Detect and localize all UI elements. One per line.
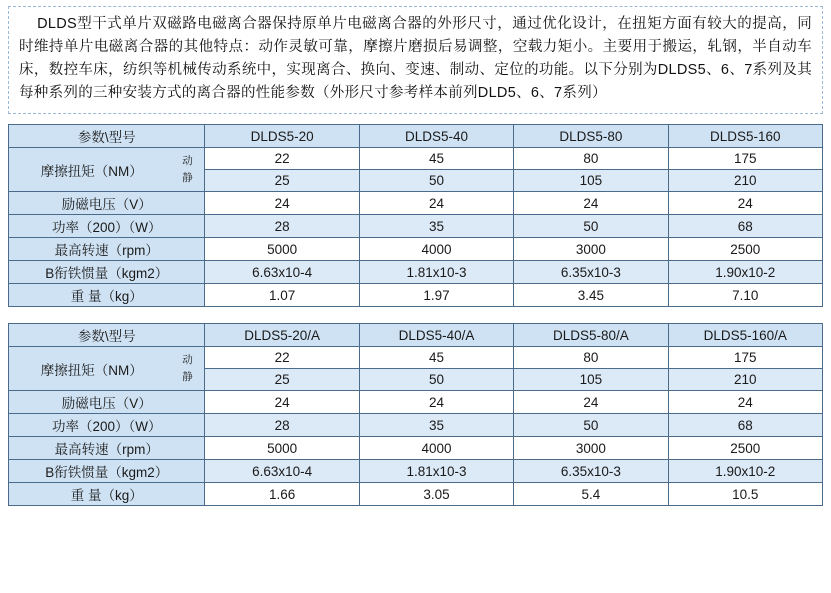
spec-table-dlds5-standard bbox=[8, 124, 823, 307]
document-page bbox=[0, 6, 831, 593]
cell-value: 1.81x10-3 bbox=[359, 460, 513, 483]
cell-value: 24 bbox=[359, 192, 513, 215]
row-label: 重 量（kg） bbox=[9, 284, 205, 307]
cell-value: 24 bbox=[359, 391, 513, 414]
cell-value: 22 bbox=[205, 347, 359, 369]
cell-value: 1.90x10-2 bbox=[668, 261, 822, 284]
cell-value: 50 bbox=[359, 170, 513, 192]
row-label: 最高转速（rpm） bbox=[9, 437, 205, 460]
cell-value: 175 bbox=[668, 347, 822, 369]
row-label: B衔铁惯量（kgm2） bbox=[9, 460, 205, 483]
header-param-model: 参数\型号 bbox=[9, 125, 205, 148]
row-label: 功率（200）（W） bbox=[9, 215, 205, 238]
cell-value: 1.97 bbox=[359, 284, 513, 307]
header-model-2: DLDS5-40/A bbox=[359, 324, 513, 347]
cell-value: 24 bbox=[668, 192, 822, 215]
header-model-1: DLDS5-20 bbox=[205, 125, 359, 148]
cell-value: 2500 bbox=[668, 238, 822, 261]
table-row bbox=[9, 391, 823, 414]
row-label: B衔铁惯量（kgm2） bbox=[9, 261, 205, 284]
cell-value: 105 bbox=[514, 170, 668, 192]
cell-value: 35 bbox=[359, 215, 513, 238]
table-row bbox=[9, 261, 823, 284]
row-label: 功率（200）（W） bbox=[9, 414, 205, 437]
table-row bbox=[9, 192, 823, 215]
torque-sub-dynamic: 动 bbox=[182, 353, 193, 366]
cell-value: 2500 bbox=[668, 437, 822, 460]
cell-value: 4000 bbox=[359, 437, 513, 460]
table-row bbox=[9, 437, 823, 460]
cell-value: 6.35x10-3 bbox=[514, 460, 668, 483]
torque-sub-units bbox=[172, 152, 202, 188]
row-label-torque bbox=[9, 347, 205, 391]
cell-value: 4000 bbox=[359, 238, 513, 261]
cell-value: 1.66 bbox=[205, 483, 359, 506]
cell-value: 68 bbox=[668, 215, 822, 238]
header-param-model: 参数\型号 bbox=[9, 324, 205, 347]
cell-value: 45 bbox=[359, 148, 513, 170]
cell-value: 80 bbox=[514, 148, 668, 170]
cell-value: 210 bbox=[668, 369, 822, 391]
intro-paragraph: DLDS型干式单片双磁路电磁离合器保持原单片电磁离合器的外形尺寸，通过优化设计，在扭矩方面有较大的提高，同时维持单片电磁离合器的其他特点：动作灵敏可靠，摩擦片磨损后易调整，空载力矩小。主要用于搬运，轧钢，半自动车床，数控车床，纺织等机械传动系统中，实现离合、换向、变速、制动、定位的功能。以下分别为DLDS5、6、7系列及其每种系列的三种安装方式的离合器的性能参数（外形尺寸参考样本前列DLD5、6、7系列） bbox=[19, 16, 812, 101]
header-model-3: DLDS5-80/A bbox=[514, 324, 668, 347]
cell-value: 28 bbox=[205, 215, 359, 238]
cell-value: 50 bbox=[359, 369, 513, 391]
cell-value: 3.05 bbox=[359, 483, 513, 506]
cell-value: 6.63x10-4 bbox=[205, 460, 359, 483]
header-model-4: DLDS5-160/A bbox=[668, 324, 822, 347]
cell-value: 35 bbox=[359, 414, 513, 437]
cell-value: 1.07 bbox=[205, 284, 359, 307]
row-label: 最高转速（rpm） bbox=[9, 238, 205, 261]
cell-value: 5.4 bbox=[514, 483, 668, 506]
cell-value: 3000 bbox=[514, 238, 668, 261]
cell-value: 1.90x10-2 bbox=[668, 460, 822, 483]
cell-value: 5000 bbox=[205, 437, 359, 460]
cell-value: 6.63x10-4 bbox=[205, 261, 359, 284]
intro-box bbox=[8, 6, 823, 114]
cell-value: 24 bbox=[514, 192, 668, 215]
torque-sub-dynamic: 动 bbox=[182, 154, 193, 167]
cell-value: 68 bbox=[668, 414, 822, 437]
cell-value: 24 bbox=[668, 391, 822, 414]
cell-value: 24 bbox=[205, 391, 359, 414]
spec-table-1-wrapper bbox=[8, 124, 823, 307]
spec-table-dlds5-a-type bbox=[8, 323, 823, 506]
cell-value: 28 bbox=[205, 414, 359, 437]
row-label: 励磁电压（V） bbox=[9, 391, 205, 414]
cell-value: 25 bbox=[205, 170, 359, 192]
cell-value: 24 bbox=[205, 192, 359, 215]
cell-value: 7.10 bbox=[668, 284, 822, 307]
table-row bbox=[9, 148, 823, 170]
cell-value: 175 bbox=[668, 148, 822, 170]
cell-value: 50 bbox=[514, 215, 668, 238]
table-row bbox=[9, 483, 823, 506]
row-label: 重 量（kg） bbox=[9, 483, 205, 506]
torque-sub-static: 静 bbox=[182, 171, 193, 184]
cell-value: 10.5 bbox=[668, 483, 822, 506]
cell-value: 80 bbox=[514, 347, 668, 369]
table-row bbox=[9, 414, 823, 437]
cell-value: 210 bbox=[668, 170, 822, 192]
cell-value: 3.45 bbox=[514, 284, 668, 307]
cell-value: 6.35x10-3 bbox=[514, 261, 668, 284]
header-model-3: DLDS5-80 bbox=[514, 125, 668, 148]
torque-label-text: 摩擦扭矩（NM） bbox=[11, 152, 172, 188]
table-row bbox=[9, 460, 823, 483]
spec-table-2-wrapper bbox=[8, 323, 823, 506]
cell-value: 105 bbox=[514, 369, 668, 391]
table-row bbox=[9, 347, 823, 369]
header-model-2: DLDS5-40 bbox=[359, 125, 513, 148]
cell-value: 22 bbox=[205, 148, 359, 170]
cell-value: 50 bbox=[514, 414, 668, 437]
table-row bbox=[9, 215, 823, 238]
cell-value: 5000 bbox=[205, 238, 359, 261]
torque-sub-units bbox=[172, 351, 202, 387]
cell-value: 24 bbox=[514, 391, 668, 414]
header-model-1: DLDS5-20/A bbox=[205, 324, 359, 347]
table-row-header bbox=[9, 125, 823, 148]
cell-value: 1.81x10-3 bbox=[359, 261, 513, 284]
header-model-4: DLDS5-160 bbox=[668, 125, 822, 148]
torque-label-text: 摩擦扭矩（NM） bbox=[11, 351, 172, 387]
cell-value: 25 bbox=[205, 369, 359, 391]
table-row bbox=[9, 238, 823, 261]
row-label: 励磁电压（V） bbox=[9, 192, 205, 215]
table-row bbox=[9, 284, 823, 307]
table-row-header bbox=[9, 324, 823, 347]
cell-value: 45 bbox=[359, 347, 513, 369]
row-label-torque bbox=[9, 148, 205, 192]
torque-sub-static: 静 bbox=[182, 370, 193, 383]
cell-value: 3000 bbox=[514, 437, 668, 460]
